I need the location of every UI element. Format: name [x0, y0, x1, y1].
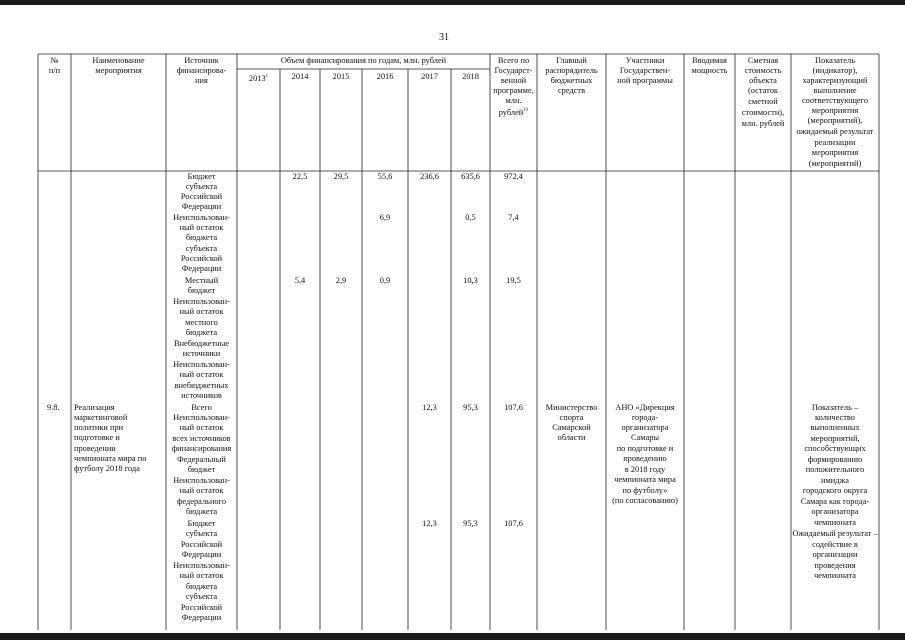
year-2014: 2014 — [291, 72, 309, 81]
item98-num: 9.8. — [47, 403, 60, 412]
header-volume: Объем финансирования по годам, млн. рублей — [280, 56, 447, 65]
year-2016: 2016 — [376, 72, 394, 81]
year-2017: 2017 — [421, 72, 438, 81]
year-footnote: 1 — [265, 74, 269, 79]
year-2015: 2015 — [332, 72, 350, 81]
year-2013: 2013 — [248, 73, 266, 83]
page-number: 31 — [439, 32, 449, 43]
total-footnote: 13 — [523, 108, 529, 113]
year-2018: 2018 — [462, 72, 479, 81]
